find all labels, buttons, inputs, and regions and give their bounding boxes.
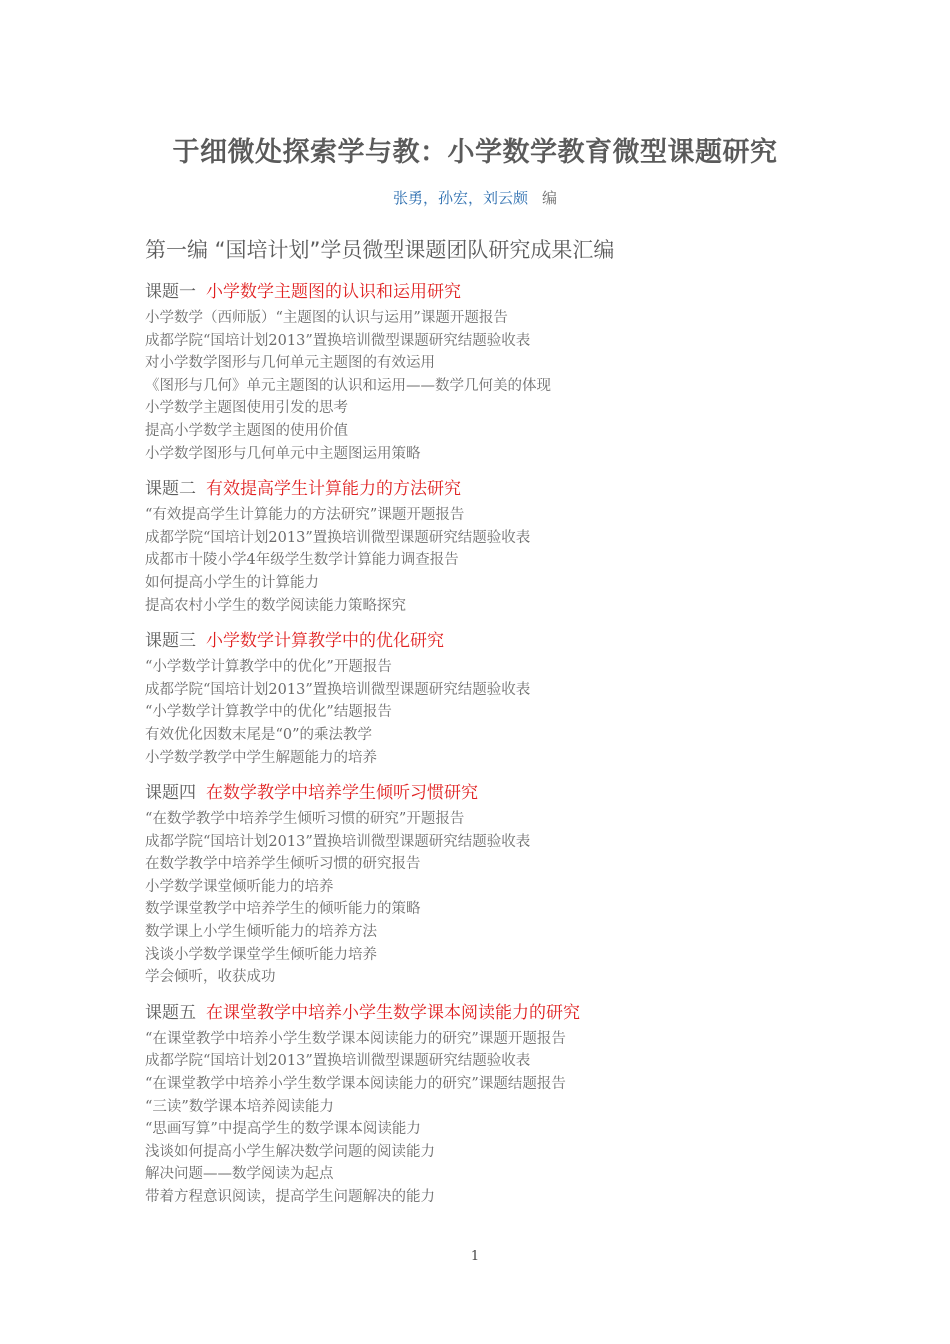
topic-heading bbox=[145, 280, 845, 305]
list-item: 成都学院“国培计划2013”置换培训微型课题研究结题验收表 bbox=[145, 1053, 531, 1070]
list-item: 小学数学教学中学生解题能力的培养 bbox=[145, 749, 377, 766]
topic-heading bbox=[145, 629, 845, 654]
document-title: 于细微处探索学与教：小学数学教育微型课题研究 bbox=[172, 137, 778, 168]
topic-heading bbox=[145, 477, 845, 502]
list-item: “有效提高学生计算能力的方法研究”课题开题报告 bbox=[145, 507, 465, 524]
list-item: 带着方程意识阅读，提高学生问题解决的能力 bbox=[145, 1189, 435, 1205]
list-item: 对小学数学图形与几何单元主题图的有效运用 bbox=[145, 355, 435, 372]
topic-title: 小学数学计算教学中的优化研究 bbox=[206, 631, 444, 652]
list-item: 浅谈小学数学课堂学生倾听能力培养 bbox=[145, 946, 377, 963]
topic-item-list bbox=[145, 307, 845, 465]
list-item: “三读”数学课本培养阅读能力 bbox=[145, 1098, 334, 1115]
topic-number: 课题五 bbox=[145, 1002, 196, 1023]
list-item: 小学数学图形与几何单元中主题图运用策略 bbox=[145, 445, 421, 462]
list-item: 在数学教学中培养学生倾听习惯的研究报告 bbox=[145, 856, 421, 873]
list-item: 小学数学（西师版）“主题图的认识与运用”课题开题报告 bbox=[145, 310, 508, 326]
topic-item-list bbox=[145, 504, 845, 617]
authors-line bbox=[0, 187, 950, 208]
topic-item-list bbox=[145, 808, 845, 989]
list-item: 数学课堂教学中培养学生的倾听能力的策略 bbox=[145, 901, 421, 918]
topic-item-list bbox=[145, 1028, 845, 1209]
list-item: “在数学教学中培养学生倾听习惯的研究”开题报告 bbox=[145, 811, 465, 828]
page-number: 1 bbox=[470, 1249, 480, 1264]
author-names: 张勇，孙宏，刘云颇 bbox=[392, 189, 528, 207]
topic-section bbox=[145, 781, 845, 989]
topic-title: 在数学教学中培养学生倾听习惯研究 bbox=[206, 783, 478, 804]
topic-number: 课题一 bbox=[145, 282, 196, 302]
list-item: 成都学院“国培计划2013”置换培训微型课题研究结题验收表 bbox=[145, 833, 531, 850]
topic-item-list bbox=[145, 656, 845, 769]
topic-number: 课题四 bbox=[145, 783, 196, 804]
edit-mark: 编 bbox=[542, 189, 558, 207]
list-item: 成都学院“国培计划2013”置换培训微型课题研究结题验收表 bbox=[145, 529, 531, 546]
list-item: 《图形与几何》单元主题图的认识和运用——数学几何美的体现 bbox=[145, 377, 551, 394]
list-item: 提高小学数学主题图的使用价值 bbox=[145, 422, 348, 439]
topic-section bbox=[145, 629, 845, 769]
list-item: 浅谈如何提高小学生解决数学问题的阅读能力 bbox=[145, 1143, 435, 1160]
list-item: 成都市十陵小学4年级学生数学计算能力调查报告 bbox=[145, 552, 459, 569]
topic-number: 课题三 bbox=[145, 631, 196, 652]
list-item: 小学数学主题图使用引发的思考 bbox=[145, 400, 348, 417]
list-item: 数学课上小学生倾听能力的培养方法 bbox=[145, 924, 377, 941]
topic-title: 有效提高学生计算能力的方法研究 bbox=[206, 479, 461, 500]
part-heading: 第一编 “国培计划”学员微型课题团队研究成果汇编 bbox=[145, 238, 615, 262]
list-item: “小学数学计算教学中的优化”结题报告 bbox=[145, 704, 392, 721]
list-item: 学会倾听，收获成功 bbox=[145, 969, 276, 986]
list-item: 成都学院“国培计划2013”置换培训微型课题研究结题验收表 bbox=[145, 332, 531, 349]
list-item: “小学数学计算教学中的优化”开题报告 bbox=[145, 659, 392, 676]
list-item: 小学数学课堂倾听能力的培养 bbox=[145, 878, 334, 895]
list-item: 有效优化因数末尾是“0”的乘法教学 bbox=[145, 726, 373, 743]
topic-heading bbox=[145, 781, 845, 806]
topic-section bbox=[145, 280, 845, 465]
list-item: 成都学院“国培计划2013”置换培训微型课题研究结题验收表 bbox=[145, 681, 531, 698]
topic-title: 小学数学主题图的认识和运用研究 bbox=[206, 282, 461, 302]
topic-number: 课题二 bbox=[145, 479, 196, 500]
list-item: 提高农村小学生的数学阅读能力策略探究 bbox=[145, 597, 406, 614]
topic-section bbox=[145, 1001, 845, 1209]
topic-section bbox=[145, 477, 845, 617]
topics-container bbox=[145, 280, 845, 1221]
list-item: “在课堂教学中培养小学生数学课本阅读能力的研究”课题结题报告 bbox=[145, 1076, 566, 1093]
list-item: 如何提高小学生的计算能力 bbox=[145, 574, 319, 591]
topic-heading bbox=[145, 1001, 845, 1026]
list-item: “思画写算”中提高学生的数学课本阅读能力 bbox=[145, 1121, 421, 1138]
list-item: 解决问题——数学阅读为起点 bbox=[145, 1166, 334, 1183]
list-item: “在课堂教学中培养小学生数学课本阅读能力的研究”课题开题报告 bbox=[145, 1030, 566, 1047]
topic-title: 在课堂教学中培养小学生数学课本阅读能力的研究 bbox=[206, 1002, 580, 1023]
